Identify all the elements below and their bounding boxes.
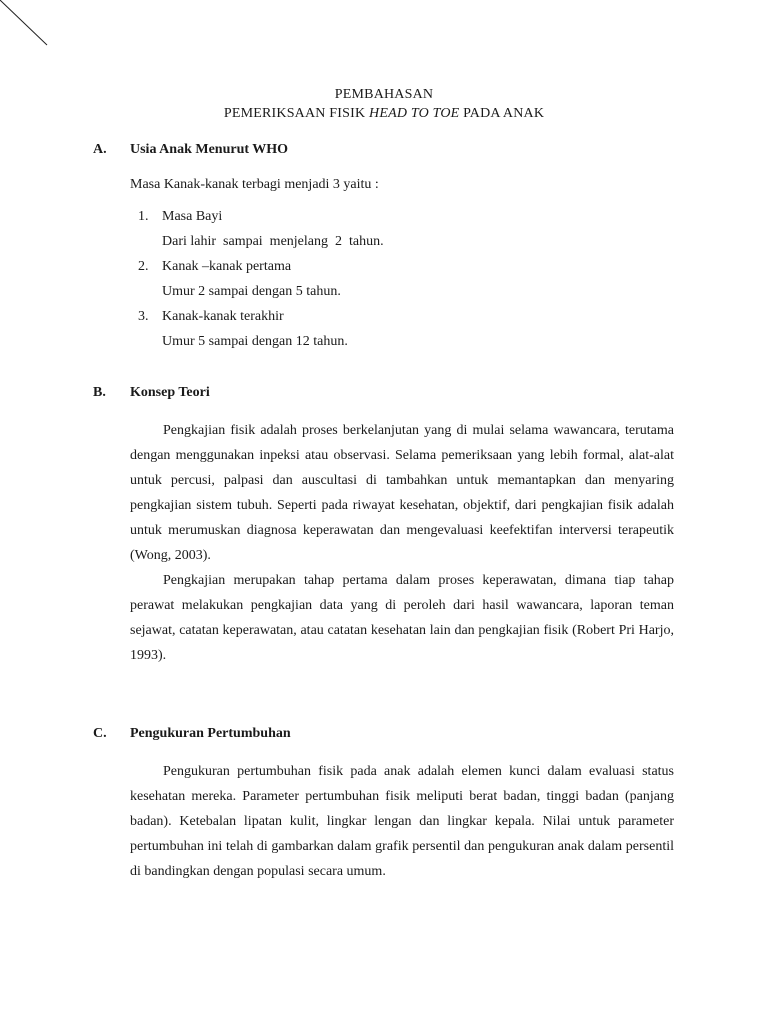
section-b-heading: Konsep Teori bbox=[130, 385, 210, 400]
document-title: PEMBAHASAN bbox=[334, 87, 434, 102]
list-item-desc: Dari lahir sampai menjelang 2 tahun. bbox=[162, 234, 384, 249]
list-item-number: 2. bbox=[138, 259, 149, 274]
list-item-label: Kanak-kanak terakhir bbox=[162, 309, 284, 324]
section-b-body bbox=[130, 418, 674, 668]
paragraph: Pengukuran pertumbuhan fisik pada anak adalah elemen kunci dalam evaluasi status kesehatan mereka. Parameter pertumbuhan fisik meliputi berat badan, tinggi badan (panjang badan). Ketebalan lipatan kulit, lingkar lengan dan lingkar kepala. Nilai untuk parameter pertumbuhan ini telah di gambarkan dalam grafik persentil dan pengukuran anak dalam persentil di bandingkan dengan populasi secara umum. bbox=[130, 764, 674, 879]
list-item-number: 1. bbox=[138, 209, 149, 224]
list-item-label: Kanak –kanak pertama bbox=[162, 259, 292, 274]
list-item-label: Masa Bayi bbox=[162, 209, 223, 224]
list-item-number: 3. bbox=[138, 309, 149, 324]
paragraph: Pengkajian fisik adalah proses berkelanjutan yang di mulai selama wawancara, terutama dengan menggunakan inpeksi atau observasi. Selama pemeriksaan yang lebih formal, alat-alat untuk percusi, palpasi dan auscultasi di tambahkan untuk memantapkan dan menyaring pengkajian sistem tubuh. Seperti pada riwayat kesehatan, objektif, dari pengkajian fisik adalah untuk merumuskan diagnosa keperawatan dan mengevaluasi keefektifan interversi terapeutik (Wong, 2003). bbox=[130, 423, 674, 563]
corner-fold-line bbox=[0, 0, 48, 46]
document-subtitle: PEMERIKSAAN FISIK HEAD TO TOE PADA ANAK bbox=[223, 106, 545, 121]
section-a-letter: A. bbox=[93, 142, 107, 157]
section-a-intro: Masa Kanak-kanak terbagi menjadi 3 yaitu : bbox=[130, 177, 379, 192]
section-a-heading: Usia Anak Menurut WHO bbox=[130, 142, 289, 157]
list-item-desc: Umur 5 sampai dengan 12 tahun. bbox=[162, 334, 348, 349]
section-b-letter: B. bbox=[93, 385, 106, 400]
list-item-desc: Umur 2 sampai dengan 5 tahun. bbox=[162, 284, 341, 299]
section-c-heading: Pengukuran Pertumbuhan bbox=[130, 726, 291, 741]
section-c-body bbox=[130, 759, 674, 884]
paragraph: Pengkajian merupakan tahap pertama dalam proses keperawatan, dimana tiap tahap perawat melakukan pengkajian data yang di peroleh dari hasil wawancara, laporan teman sejawat, catatan keperawatan, atau catatan kesehatan lain dan pengkajian fisik (Robert Pri Harjo, 1993). bbox=[130, 573, 674, 663]
section-c-letter: C. bbox=[93, 726, 107, 741]
